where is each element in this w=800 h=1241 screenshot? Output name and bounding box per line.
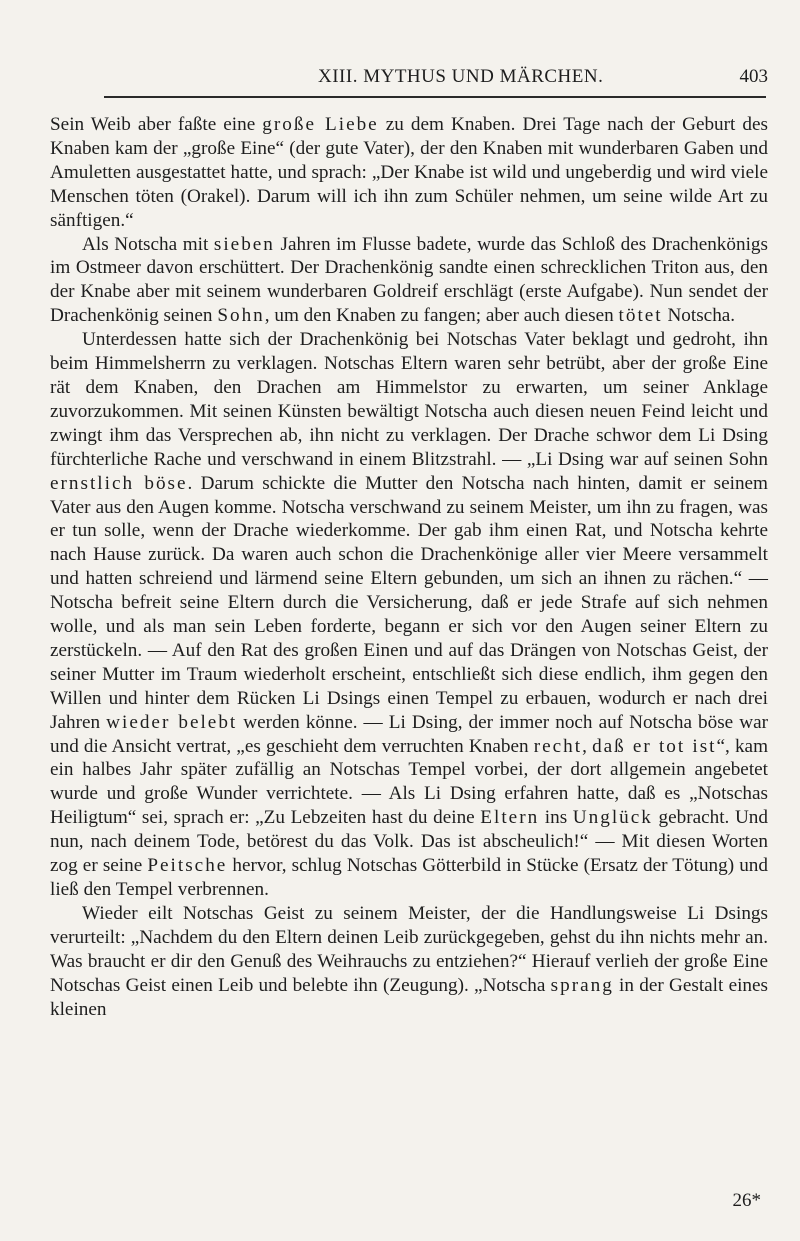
text-segment: Jahren im Flusse badete, wurde das Schloß des Drachenkönigs im Ostmeer davon erschüttert. Der Drachenkönig sandte einen schrecklichen Triton aus, den der Knabe aber mit seinem wunderbaren Goldreif erschlägt (erste Aufgabe). Nun sendet der Drachenkönig seinen <box>50 233 768 327</box>
text-segment: , <box>582 735 593 757</box>
printer-signature: 26* <box>732 1190 761 1211</box>
paragraph <box>50 902 768 1022</box>
emphasized-text: tötet <box>618 305 663 327</box>
text-segment: . Darum schickte die Mutter den Notscha nach hinten, damit er seinem Vater aus den Augen komme. Notscha verschwand zu seinem Meister, um ihn zu fragen, was er tun solle, wenn der Drache wiederkomme. Der gab ihm einen Rat, und Notscha kehrte nach Hause zurück. Da waren auch schon die Drachenkönige aller vier Meere versammelt und hatten schreiend und lärmend seine Eltern gebunden, um sich an ihnen zu rächen.“ — Notscha befreit seine Eltern durch die Versicherung, daß er jede Strafe auf sich nehmen wolle, und als man sein Leben forderte, begann er sich vor den Augen seiner Eltern zu zerstückeln. — Auf den Rat des großen Einen und auf das Drängen von Notschas Geist, der seiner Mutter im Traum wiederholt erscheint, entschließt sich diese endlich, ihm gegen den Willen und hinter dem Rücken Li Dsings einen Tempel zu erbauen, wodurch er nach drei Jahren <box>50 472 768 733</box>
emphasized-text: sieben <box>213 233 275 255</box>
emphasized-text: große Liebe <box>262 114 379 135</box>
text-segment: Sein Weib aber faßte eine <box>50 114 263 135</box>
emphasized-text: daß er tot ist <box>592 735 717 757</box>
running-title: XIII. MYTHUS UND MÄRCHEN. <box>318 66 604 87</box>
body-text <box>50 113 768 1021</box>
text-segment: Notscha. <box>662 305 736 327</box>
emphasized-text: wieder belebt <box>106 711 238 733</box>
emphasized-text: Peitsche <box>147 855 228 877</box>
page-number: 403 <box>739 66 768 87</box>
page-header <box>56 66 768 90</box>
text-segment: in der Gestalt eines kleinen <box>50 974 768 1020</box>
emphasized-text: ernstlich böse <box>50 472 188 494</box>
text-segment: “, kam ein halbes Jahr später zufällig an Notschas Tempel vorbei, der dort allgemein angebetet wurde und große Wunder verrichtete. — Als Li Dsing erfahren hatte, daß es „Notschas Heiligtum“ sei, sprach er: „Zu Lebzeiten hast du deine <box>50 735 768 829</box>
paragraph <box>50 233 768 329</box>
emphasized-text: Eltern <box>480 807 540 829</box>
text-segment: ins <box>539 807 573 829</box>
paragraph <box>50 328 768 902</box>
emphasized-text: Sohn <box>217 305 265 327</box>
text-segment: gebracht. Und nun, nach deinem Tode, betörest du das Volk. Das ist abscheulich!“ — Mit diesen Worten zog er seine <box>50 807 768 877</box>
emphasized-text: sprang <box>550 974 614 996</box>
text-segment: zu dem Knaben. Drei Tage nach der Geburt des Knaben kam der „große Eine“ (der gute Vater), der den Knaben mit wunderbaren Gaben und Amuletten ausgestattet hatte, und sprach: „Der Knabe ist wild und ungeberdig und wird viele Menschen töten (Orakel). Darum will ich ihn zum Schüler nehmen, um seine wilde Art zu sänftigen.“ <box>50 114 768 231</box>
text-segment: Unterdessen hatte sich der Drachenkönig bei Notschas Vater beklagt und gedroht, ihn beim Himmelsherrn zu verklagen. Notschas Eltern waren sehr betrübt, aber der große Eine rät dem Knaben, den Drachen am Himmelstor zu erwarten, um seiner Anklage zuvorzukommen. Mit seinen Künsten bewältigt Notscha auch diesen neuen Feind leicht und zwingt ihm das Versprechen ab, ihn nicht zu verklagen. Der Drache schwor dem Li Dsing fürchterliche Rache und verschwand in einem Blitzstrahl. — „Li Dsing war auf seinen Sohn <box>50 329 768 470</box>
emphasized-text: recht <box>533 735 583 757</box>
emphasized-text: Unglück <box>572 807 653 829</box>
text-segment: Als Notscha mit <box>82 233 214 255</box>
text-segment: hervor, schlug Notschas Götterbild in Stücke (Ersatz der Tötung) und ließ den Tempel verbrennen. <box>50 855 768 900</box>
header-rule <box>104 96 766 98</box>
text-segment: werden könne. — Li Dsing, der immer noch auf Notscha böse war und die Ansicht vertrat, „es geschieht dem verruchten Knaben <box>50 711 768 757</box>
text-segment: Wieder eilt Notschas Geist zu seinem Meister, der die Handlungsweise Li Dsings verurteilt: „Nachdem du den Eltern deinen Leib zurückgegeben, gehst du ihn nichts mehr an. Was braucht er dir den Genuß des Weihrauchs zu entziehen?“ Hierauf verlieh der große Eine Notschas Geist einen Leib und belebte ihn (Zeugung). „Notscha <box>50 902 768 996</box>
paragraph <box>50 113 768 233</box>
text-segment: , um den Knaben zu fangen; aber auch diesen <box>264 305 619 327</box>
